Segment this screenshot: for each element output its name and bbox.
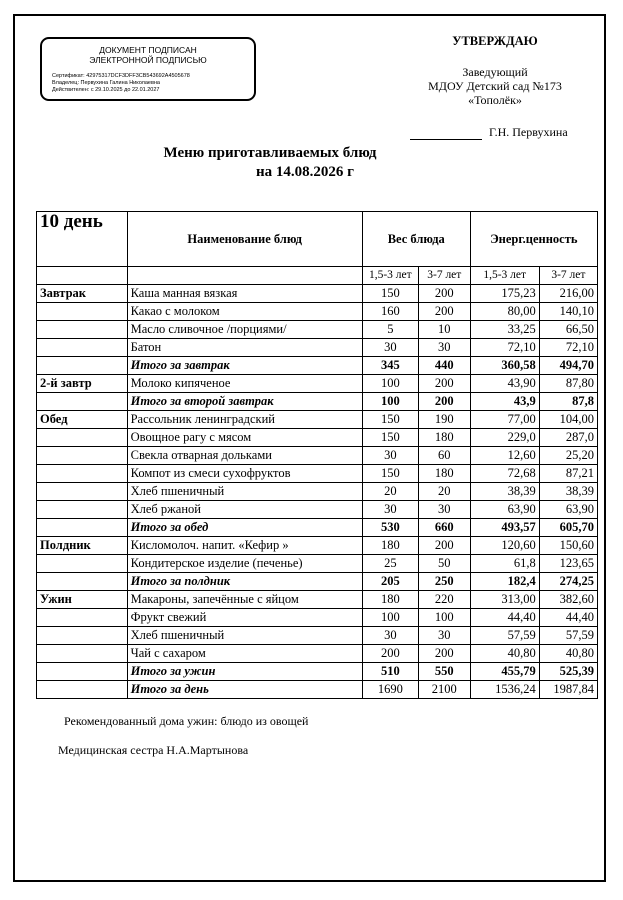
approval-block	[410, 34, 580, 107]
energy-age2-cell: 87,21	[539, 465, 597, 483]
energy-age1-cell: 360,58	[470, 357, 539, 375]
meal-cell	[37, 393, 128, 411]
stamp-owner: Владелец: Первухина Галина Николаевна	[52, 80, 160, 86]
dish-name-cell: Свекла отварная дольками	[127, 447, 362, 465]
signer-name: Г.Н. Первухина	[489, 125, 568, 139]
dish-name-cell: Итого за завтрак	[127, 357, 362, 375]
title-line1: Меню приготавливаемых блюд	[163, 145, 377, 161]
energy-age1-cell: 43,9	[470, 393, 539, 411]
table-row	[37, 321, 598, 339]
energy-age2-cell: 57,59	[539, 627, 597, 645]
page-title	[120, 144, 420, 182]
weight-age2-cell: 200	[418, 537, 470, 555]
table-row	[37, 465, 598, 483]
table-row	[37, 537, 598, 555]
energy-age2-cell: 382,60	[539, 591, 597, 609]
energy-age2-cell: 72,10	[539, 339, 597, 357]
energy-age2-cell: 525,39	[539, 663, 597, 681]
table-row	[37, 555, 598, 573]
energy-age1-cell: 1536,24	[470, 681, 539, 699]
energy-age1-cell: 455,79	[470, 663, 539, 681]
meal-cell: Ужин	[37, 591, 128, 609]
meal-cell	[37, 303, 128, 321]
weight-age1-cell: 20	[362, 483, 418, 501]
energy-age2-cell: 494,70	[539, 357, 597, 375]
table-row	[37, 393, 598, 411]
dish-name-cell: Какао с молоком	[127, 303, 362, 321]
table-row	[37, 483, 598, 501]
weight-age1-cell: 345	[362, 357, 418, 375]
energy-age2-cell: 274,25	[539, 573, 597, 591]
table-row	[37, 411, 598, 429]
energy-age2-cell: 287,0	[539, 429, 597, 447]
meal-cell: Завтрак	[37, 285, 128, 303]
recommendation-note: Рекомендованный дома ужин: блюдо из овощей	[64, 714, 309, 728]
dish-name-cell: Кондитерское изделие (печенье)	[127, 555, 362, 573]
approval-title: УТВЕРЖДАЮ	[452, 34, 538, 48]
energy-age1-cell: 43,90	[470, 375, 539, 393]
table-row	[37, 645, 598, 663]
weight-age1-cell: 30	[362, 627, 418, 645]
weight-age1-cell: 530	[362, 519, 418, 537]
table-row	[37, 429, 598, 447]
meal-cell	[37, 519, 128, 537]
meal-cell: Полдник	[37, 537, 128, 555]
table-row	[37, 447, 598, 465]
dish-name-cell: Овощное рагу с мясом	[127, 429, 362, 447]
weight-age2-cell: 30	[418, 627, 470, 645]
table-row	[37, 357, 598, 375]
energy-age2-cell: 1987,84	[539, 681, 597, 699]
approval-org-name: «Тополёк»	[468, 93, 522, 107]
energy-age1-cell: 33,25	[470, 321, 539, 339]
subheader-energy-age2: 3-7 лет	[539, 267, 597, 285]
weight-age2-cell: 60	[418, 447, 470, 465]
energy-age1-cell: 313,00	[470, 591, 539, 609]
dish-name-cell: Фрукт свежий	[127, 609, 362, 627]
table-row	[37, 681, 598, 699]
weight-age2-cell: 180	[418, 465, 470, 483]
table-row	[37, 573, 598, 591]
dish-name-cell: Чай с сахаром	[127, 645, 362, 663]
stamp-certificate: Сертификат: 42975317DCF3DFF3CB543692A4505678	[52, 73, 190, 79]
weight-age2-cell: 30	[418, 339, 470, 357]
weight-age2-cell: 190	[418, 411, 470, 429]
table-row	[37, 519, 598, 537]
nurse-signature: Медицинская сестра Н.А.Мартынова	[58, 743, 249, 757]
energy-age1-cell: 120,60	[470, 537, 539, 555]
dish-name-cell: Батон	[127, 339, 362, 357]
dish-name-cell: Итого за обед	[127, 519, 362, 537]
energy-age2-cell: 140,10	[539, 303, 597, 321]
day-label: 10 день	[37, 212, 128, 267]
table-row	[37, 375, 598, 393]
energy-age1-cell: 63,90	[470, 501, 539, 519]
table-row	[37, 591, 598, 609]
approval-position: Заведующий	[462, 65, 528, 79]
energy-age2-cell: 25,20	[539, 447, 597, 465]
weight-age2-cell: 30	[418, 501, 470, 519]
meal-cell	[37, 573, 128, 591]
approval-organization: МДОУ Детский сад №173	[428, 79, 562, 93]
weight-age2-cell: 200	[418, 393, 470, 411]
signature-blank	[410, 129, 482, 140]
subheader-weight-age1: 1,5-3 лет	[362, 267, 418, 285]
weight-age1-cell: 25	[362, 555, 418, 573]
meal-cell	[37, 483, 128, 501]
subheader-empty-name	[127, 267, 362, 285]
energy-age1-cell: 57,59	[470, 627, 539, 645]
table-row	[37, 663, 598, 681]
weight-age1-cell: 100	[362, 393, 418, 411]
energy-age1-cell: 229,0	[470, 429, 539, 447]
table-subheader-row	[37, 267, 598, 285]
energy-age1-cell: 493,57	[470, 519, 539, 537]
meal-cell	[37, 609, 128, 627]
header-dish-name: Наименование блюд	[127, 212, 362, 267]
weight-age1-cell: 160	[362, 303, 418, 321]
dish-name-cell: Каша манная вязкая	[127, 285, 362, 303]
energy-age2-cell: 63,90	[539, 501, 597, 519]
table-row	[37, 285, 598, 303]
meal-cell	[37, 321, 128, 339]
weight-age2-cell: 180	[418, 429, 470, 447]
weight-age1-cell: 100	[362, 375, 418, 393]
energy-age1-cell: 72,10	[470, 339, 539, 357]
stamp-title-line2: ЭЛЕКТРОННОЙ ПОДПИСЬЮ	[89, 55, 207, 65]
meal-cell	[37, 429, 128, 447]
dish-name-cell: Итого за полдник	[127, 573, 362, 591]
subheader-energy-age1: 1,5-3 лет	[470, 267, 539, 285]
energy-age2-cell: 38,39	[539, 483, 597, 501]
energy-age1-cell: 12,60	[470, 447, 539, 465]
weight-age2-cell: 440	[418, 357, 470, 375]
weight-age2-cell: 200	[418, 645, 470, 663]
energy-age2-cell: 150,60	[539, 537, 597, 555]
weight-age1-cell: 150	[362, 285, 418, 303]
dish-name-cell: Рассольник ленинградский	[127, 411, 362, 429]
dish-name-cell: Хлеб пшеничный	[127, 483, 362, 501]
table-row	[37, 609, 598, 627]
weight-age2-cell: 100	[418, 609, 470, 627]
meal-cell: 2-й завтр	[37, 375, 128, 393]
dish-name-cell: Масло сливочное /порциями/	[127, 321, 362, 339]
dish-name-cell: Кисломолоч. напит. «Кефир »	[127, 537, 362, 555]
stamp-valid: Действителен: с 29.10.2025 до 22.01.2027	[52, 87, 160, 93]
energy-age2-cell: 44,40	[539, 609, 597, 627]
title-date: на 14.08.2026 г	[256, 164, 354, 180]
meal-cell	[37, 339, 128, 357]
meal-cell: Обед	[37, 411, 128, 429]
dish-name-cell: Компот из смеси сухофруктов	[127, 465, 362, 483]
dish-name-cell: Хлеб пшеничный	[127, 627, 362, 645]
weight-age1-cell: 150	[362, 429, 418, 447]
meal-cell	[37, 555, 128, 573]
energy-age1-cell: 61,8	[470, 555, 539, 573]
energy-age1-cell: 40,80	[470, 645, 539, 663]
table-row	[37, 501, 598, 519]
meal-cell	[37, 681, 128, 699]
meal-cell	[37, 447, 128, 465]
energy-age1-cell: 72,68	[470, 465, 539, 483]
weight-age2-cell: 10	[418, 321, 470, 339]
weight-age1-cell: 150	[362, 465, 418, 483]
dish-name-cell: Итого за день	[127, 681, 362, 699]
energy-age2-cell: 87,80	[539, 375, 597, 393]
table-row	[37, 303, 598, 321]
weight-age2-cell: 220	[418, 591, 470, 609]
energy-age2-cell: 87,8	[539, 393, 597, 411]
meal-cell	[37, 465, 128, 483]
menu-table	[36, 211, 598, 699]
weight-age2-cell: 200	[418, 285, 470, 303]
weight-age1-cell: 5	[362, 321, 418, 339]
energy-age2-cell: 123,65	[539, 555, 597, 573]
weight-age2-cell: 2100	[418, 681, 470, 699]
energy-age2-cell: 216,00	[539, 285, 597, 303]
weight-age1-cell: 180	[362, 591, 418, 609]
energy-age2-cell: 605,70	[539, 519, 597, 537]
weight-age1-cell: 100	[362, 609, 418, 627]
table-row	[37, 339, 598, 357]
energy-age1-cell: 80,00	[470, 303, 539, 321]
dish-name-cell: Макароны, запечённые с яйцом	[127, 591, 362, 609]
energy-age2-cell: 40,80	[539, 645, 597, 663]
dish-name-cell: Итого за второй завтрак	[127, 393, 362, 411]
table-row	[37, 627, 598, 645]
table-header-row	[37, 212, 598, 267]
weight-age2-cell: 50	[418, 555, 470, 573]
energy-age2-cell: 104,00	[539, 411, 597, 429]
energy-age1-cell: 175,23	[470, 285, 539, 303]
meal-cell	[37, 627, 128, 645]
weight-age2-cell: 200	[418, 303, 470, 321]
dish-name-cell: Итого за ужин	[127, 663, 362, 681]
energy-age1-cell: 182,4	[470, 573, 539, 591]
weight-age1-cell: 30	[362, 501, 418, 519]
weight-age2-cell: 200	[418, 375, 470, 393]
meal-cell	[37, 645, 128, 663]
weight-age1-cell: 200	[362, 645, 418, 663]
subheader-empty-meal	[37, 267, 128, 285]
weight-age1-cell: 510	[362, 663, 418, 681]
meal-cell	[37, 501, 128, 519]
weight-age2-cell: 250	[418, 573, 470, 591]
header-energy: Энерг.ценность	[470, 212, 597, 267]
subheader-weight-age2: 3-7 лет	[418, 267, 470, 285]
meal-cell	[37, 357, 128, 375]
weight-age1-cell: 150	[362, 411, 418, 429]
signature-line	[410, 125, 568, 140]
weight-age1-cell: 1690	[362, 681, 418, 699]
energy-age2-cell: 66,50	[539, 321, 597, 339]
energy-age1-cell: 44,40	[470, 609, 539, 627]
weight-age1-cell: 180	[362, 537, 418, 555]
energy-age1-cell: 38,39	[470, 483, 539, 501]
weight-age1-cell: 30	[362, 339, 418, 357]
weight-age2-cell: 20	[418, 483, 470, 501]
header-weight: Вес блюда	[362, 212, 470, 267]
dish-name-cell: Молоко кипяченое	[127, 375, 362, 393]
meal-cell	[37, 663, 128, 681]
weight-age2-cell: 660	[418, 519, 470, 537]
weight-age1-cell: 205	[362, 573, 418, 591]
energy-age1-cell: 77,00	[470, 411, 539, 429]
electronic-signature-stamp	[40, 37, 256, 101]
weight-age1-cell: 30	[362, 447, 418, 465]
weight-age2-cell: 550	[418, 663, 470, 681]
dish-name-cell: Хлеб ржаной	[127, 501, 362, 519]
stamp-title-line1: ДОКУМЕНТ ПОДПИСАН	[99, 45, 197, 55]
